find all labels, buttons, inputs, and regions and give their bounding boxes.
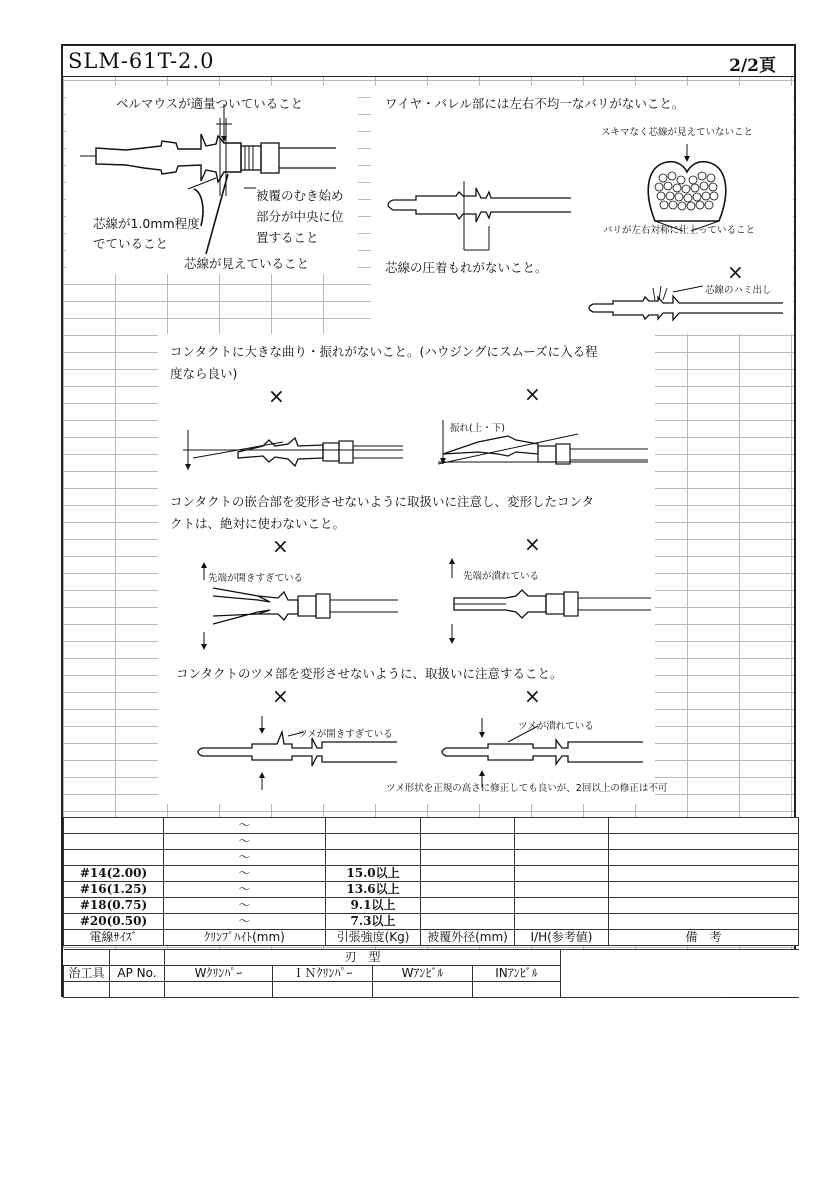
tool-label: 治工具 — [64, 966, 110, 982]
header-outer-diameter: 被覆外径(mm) — [421, 930, 515, 946]
tensile-cell: 13.6以上 — [326, 882, 421, 898]
blank-cell — [64, 950, 110, 966]
stray-strand-contact — [583, 276, 783, 336]
w-crimper-value — [165, 982, 273, 998]
tensile-cell: 15.0以上 — [326, 866, 421, 882]
wire-size-cell — [64, 834, 164, 850]
bend-ng-mark-left: × — [268, 384, 285, 408]
w-anvil-label: Wｱﾝﾋﾞﾙ — [373, 966, 473, 982]
tensile-cell — [326, 818, 421, 834]
ih-cell — [515, 834, 609, 850]
swing-label: 振れ(上・下) — [450, 423, 505, 434]
fit-caption-2: クトは、絶対に使わないこと。 — [170, 516, 346, 531]
wire-size-cell: #16(1.25) — [64, 882, 164, 898]
swung-contact — [438, 414, 658, 484]
ih-cell — [515, 866, 609, 882]
ap-number-value — [110, 982, 165, 998]
remarks-cell — [609, 898, 799, 914]
spec-row — [64, 882, 799, 898]
header-tensile: 引張強度(Kg) — [326, 930, 421, 946]
blank-cell — [561, 982, 799, 998]
spec-row — [64, 898, 799, 914]
w-crimper-label: Wｸﾘﾝﾊﾟｰ — [165, 966, 273, 982]
crimp-height-cell: ～ — [164, 834, 326, 850]
bell-mouth-caption: ベルマウスが適量ついていること — [116, 96, 304, 111]
in-anvil-value — [473, 982, 561, 998]
remarks-cell — [609, 866, 799, 882]
crimp-height-cell: ～ — [164, 866, 326, 882]
tip-open-contact — [198, 566, 408, 646]
spec-header-row — [64, 930, 799, 946]
remarks-cell — [609, 914, 799, 930]
crimp-height-cell: ～ — [164, 898, 326, 914]
remarks-cell — [609, 882, 799, 898]
crimp-height-cell: ～ — [164, 914, 326, 930]
lance-open-label: ツメが開きすぎている — [298, 729, 393, 740]
od-cell — [421, 882, 515, 898]
spec-table — [63, 817, 799, 946]
crimp-height-cell: ～ — [164, 818, 326, 834]
drawing-sheet — [61, 44, 796, 997]
tooling-table — [63, 949, 799, 998]
ih-cell — [515, 850, 609, 866]
wire-barrel-side-view — [371, 126, 571, 236]
tip-crushed-label: 先端が潰れている — [463, 571, 540, 582]
stray-strand-caption: 芯線のハミ出し — [705, 285, 772, 296]
spec-row — [64, 914, 799, 930]
core-protrusion-caption-1: 芯線が1.0mm程度 — [93, 216, 200, 231]
tensile-cell: 9.1以上 — [326, 898, 421, 914]
die-header-row — [64, 950, 799, 966]
ap-number-label: AP No. — [110, 966, 165, 982]
tensile-cell — [326, 850, 421, 866]
spec-row — [64, 866, 799, 882]
tensile-cell — [326, 834, 421, 850]
barrel-cross-section — [637, 136, 757, 226]
wire-barrel-panel — [371, 86, 793, 334]
ih-cell — [515, 914, 609, 930]
bottom-rule — [722, 997, 796, 998]
bend-ng-mark-right: × — [524, 382, 541, 406]
lance-crushed-label: ツメが潰れている — [518, 721, 594, 732]
spec-row — [64, 818, 799, 834]
header-remarks: 備 考 — [609, 930, 799, 946]
spec-row — [64, 850, 799, 866]
tool-value — [64, 982, 110, 998]
core-visible-caption: 芯線が見えていること — [184, 256, 310, 271]
bend-caption-1: コンタクトに大きな曲り・振れがないこと。(ハウジングにスムーズに入る程 — [170, 344, 598, 359]
tensile-cell: 7.3以上 — [326, 914, 421, 930]
header-insulation-height: I/H(参考値) — [515, 930, 609, 946]
ih-cell — [515, 818, 609, 834]
remarks-cell — [609, 850, 799, 866]
document-id: SLM-61T-2.0 — [68, 49, 215, 73]
w-anvil-value — [373, 982, 473, 998]
fit-ng-mark-left: × — [272, 534, 289, 558]
in-crimper-label: ＩＮｸﾘﾝﾊﾟｰ — [273, 966, 373, 982]
tip-crushed-contact — [446, 564, 656, 644]
lance-ng-mark-right: × — [524, 684, 541, 708]
crimp-height-cell: ～ — [164, 850, 326, 866]
od-cell — [421, 866, 515, 882]
header-crimp-height: ｸﾘﾝﾌﾟﾊｲﾄ(mm) — [164, 930, 326, 946]
bell-mouth-panel — [66, 86, 358, 274]
tip-open-label: 先端が開きすぎている — [208, 573, 304, 584]
page-number: 2/2頁 — [729, 56, 776, 76]
die-header: 刃 型 — [165, 950, 561, 966]
lance-caption: コンタクトのツメ部を変形させないように、取扱いに注意すること。 — [176, 666, 563, 681]
spec-row — [64, 834, 799, 850]
remarks-cell — [609, 818, 799, 834]
wire-size-cell: #20(0.50) — [64, 914, 164, 930]
header-wire-size: 電線ｻｲｽﾞ — [64, 930, 164, 946]
lance-open-contact — [192, 714, 412, 794]
bend-caption-2: 度なら良い) — [170, 366, 238, 381]
title-bar — [63, 46, 794, 77]
handling-panel — [158, 334, 668, 804]
blank-cell — [561, 966, 799, 982]
strip-position-caption-3: 置すること — [256, 230, 319, 245]
bent-contact — [183, 418, 413, 478]
od-cell — [421, 818, 515, 834]
ng-mark: × — [727, 260, 744, 284]
wire-size-cell: #14(2.00) — [64, 866, 164, 882]
crimp-leak-caption: 芯線の圧着もれがないこと。 — [385, 260, 548, 275]
wire-size-cell — [64, 818, 164, 834]
no-gap-caption: スキマなく芯線が見えていないこと — [601, 127, 754, 138]
wire-size-cell: #18(0.75) — [64, 898, 164, 914]
tooling-row — [64, 966, 799, 982]
remarks-cell — [609, 834, 799, 850]
wire-size-cell — [64, 850, 164, 866]
od-cell — [421, 914, 515, 930]
in-anvil-label: INｱﾝﾋﾞﾙ — [473, 966, 561, 982]
lance-repair-note: ツメ形状を正規の高さに修正しても良いが、2回以上の修正は不可 — [386, 783, 668, 794]
crimp-height-cell: ～ — [164, 882, 326, 898]
burr-caption: ワイヤ・バレル部には左右不均一なバリがないこと。 — [385, 96, 685, 111]
blank-cell — [110, 950, 165, 966]
fit-ng-mark-right: × — [524, 532, 541, 556]
blank-cell — [561, 950, 799, 966]
tooling-value-row — [64, 982, 799, 998]
ih-cell — [515, 898, 609, 914]
strip-position-caption-2: 部分が中央に位 — [256, 209, 344, 224]
lance-ng-mark-left: × — [272, 684, 289, 708]
fit-caption-1: コンタクトの嵌合部を変形させないように取扱いに注意し、変形したコンタ — [170, 494, 595, 509]
od-cell — [421, 898, 515, 914]
strip-position-caption-1: 被覆のむき始め — [256, 188, 344, 203]
core-protrusion-caption-2: でていること — [93, 236, 169, 251]
od-cell — [421, 850, 515, 866]
od-cell — [421, 834, 515, 850]
in-crimper-value — [273, 982, 373, 998]
symmetric-burr-caption: バリが左右対称に仕上っていること — [603, 225, 756, 236]
ih-cell — [515, 882, 609, 898]
